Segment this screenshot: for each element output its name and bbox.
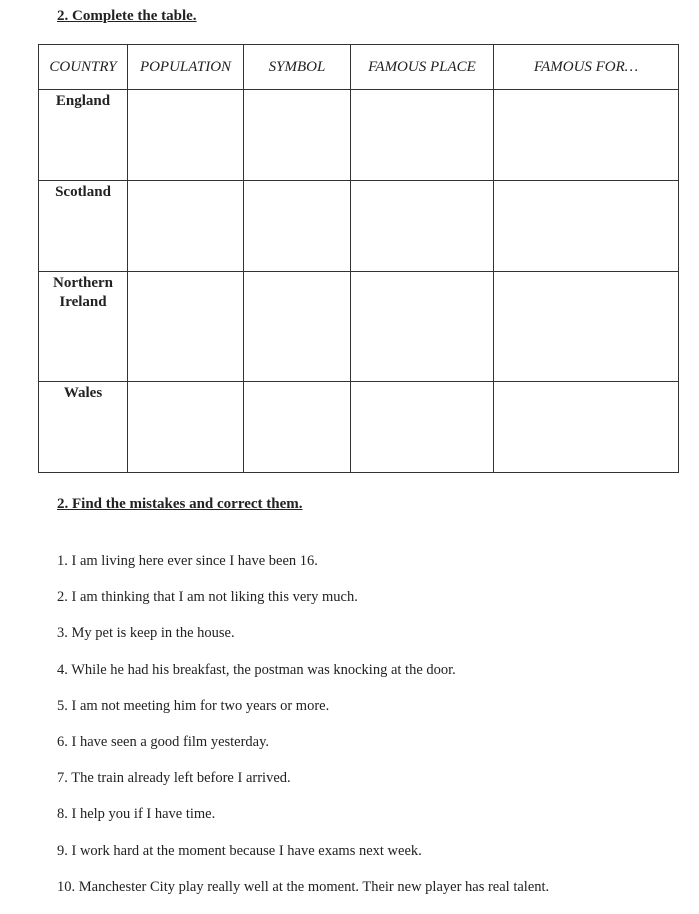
answer-cell[interactable] — [351, 181, 494, 272]
table-row — [39, 90, 679, 181]
country-cell: Northern Ireland — [39, 272, 128, 382]
answer-cell[interactable] — [351, 272, 494, 382]
list-item: 10. Manchester City play really well at the moment. Their new player has real talent. — [57, 878, 550, 895]
header-famous-place: FAMOUS PLACE — [351, 45, 494, 90]
answer-cell[interactable] — [128, 272, 244, 382]
answer-cell[interactable] — [494, 181, 679, 272]
header-symbol: SYMBOL — [244, 45, 351, 90]
list-item: 4. While he had his breakfast, the postman was knocking at the door. — [57, 661, 456, 678]
answer-cell[interactable] — [351, 382, 494, 473]
answer-cell[interactable] — [494, 272, 679, 382]
list-item: 8. I help you if I have time. — [57, 806, 216, 823]
mistakes-list — [57, 552, 549, 914]
table-row — [39, 181, 679, 272]
answer-cell[interactable] — [244, 90, 351, 181]
table-header-row — [39, 45, 679, 90]
list-item: 9. I work hard at the moment because I have exams next week. — [57, 842, 422, 859]
answer-cell[interactable] — [128, 181, 244, 272]
answer-cell[interactable] — [244, 272, 351, 382]
table-row — [39, 272, 679, 382]
answer-cell[interactable] — [128, 382, 244, 473]
answer-cell[interactable] — [494, 90, 679, 181]
list-item: 5. I am not meeting him for two years or more. — [57, 697, 330, 714]
list-item: 2. I am thinking that I am not liking this very much. — [57, 589, 358, 606]
answer-cell[interactable] — [494, 382, 679, 473]
answer-cell[interactable] — [351, 90, 494, 181]
header-population: POPULATION — [128, 45, 244, 90]
section-1-title: 2. Complete the table. — [57, 8, 197, 24]
header-country: COUNTRY — [39, 45, 128, 90]
list-item: 3. My pet is keep in the house. — [57, 625, 235, 642]
answer-cell[interactable] — [128, 90, 244, 181]
header-famous-for: FAMOUS FOR… — [494, 45, 679, 90]
country-cell: England — [39, 90, 128, 181]
list-item: 7. The train already left before I arrived. — [57, 770, 291, 787]
list-item: 1. I am living here ever since I have been 16. — [57, 553, 318, 569]
country-cell: Wales — [39, 382, 128, 473]
list-item: 6. I have seen a good film yesterday. — [57, 733, 270, 750]
table-row — [39, 382, 679, 473]
answer-cell[interactable] — [244, 382, 351, 473]
countries-table — [38, 44, 679, 473]
country-cell: Scotland — [39, 181, 128, 272]
answer-cell[interactable] — [244, 181, 351, 272]
section-2-title: 2. Find the mistakes and correct them. — [57, 496, 303, 512]
